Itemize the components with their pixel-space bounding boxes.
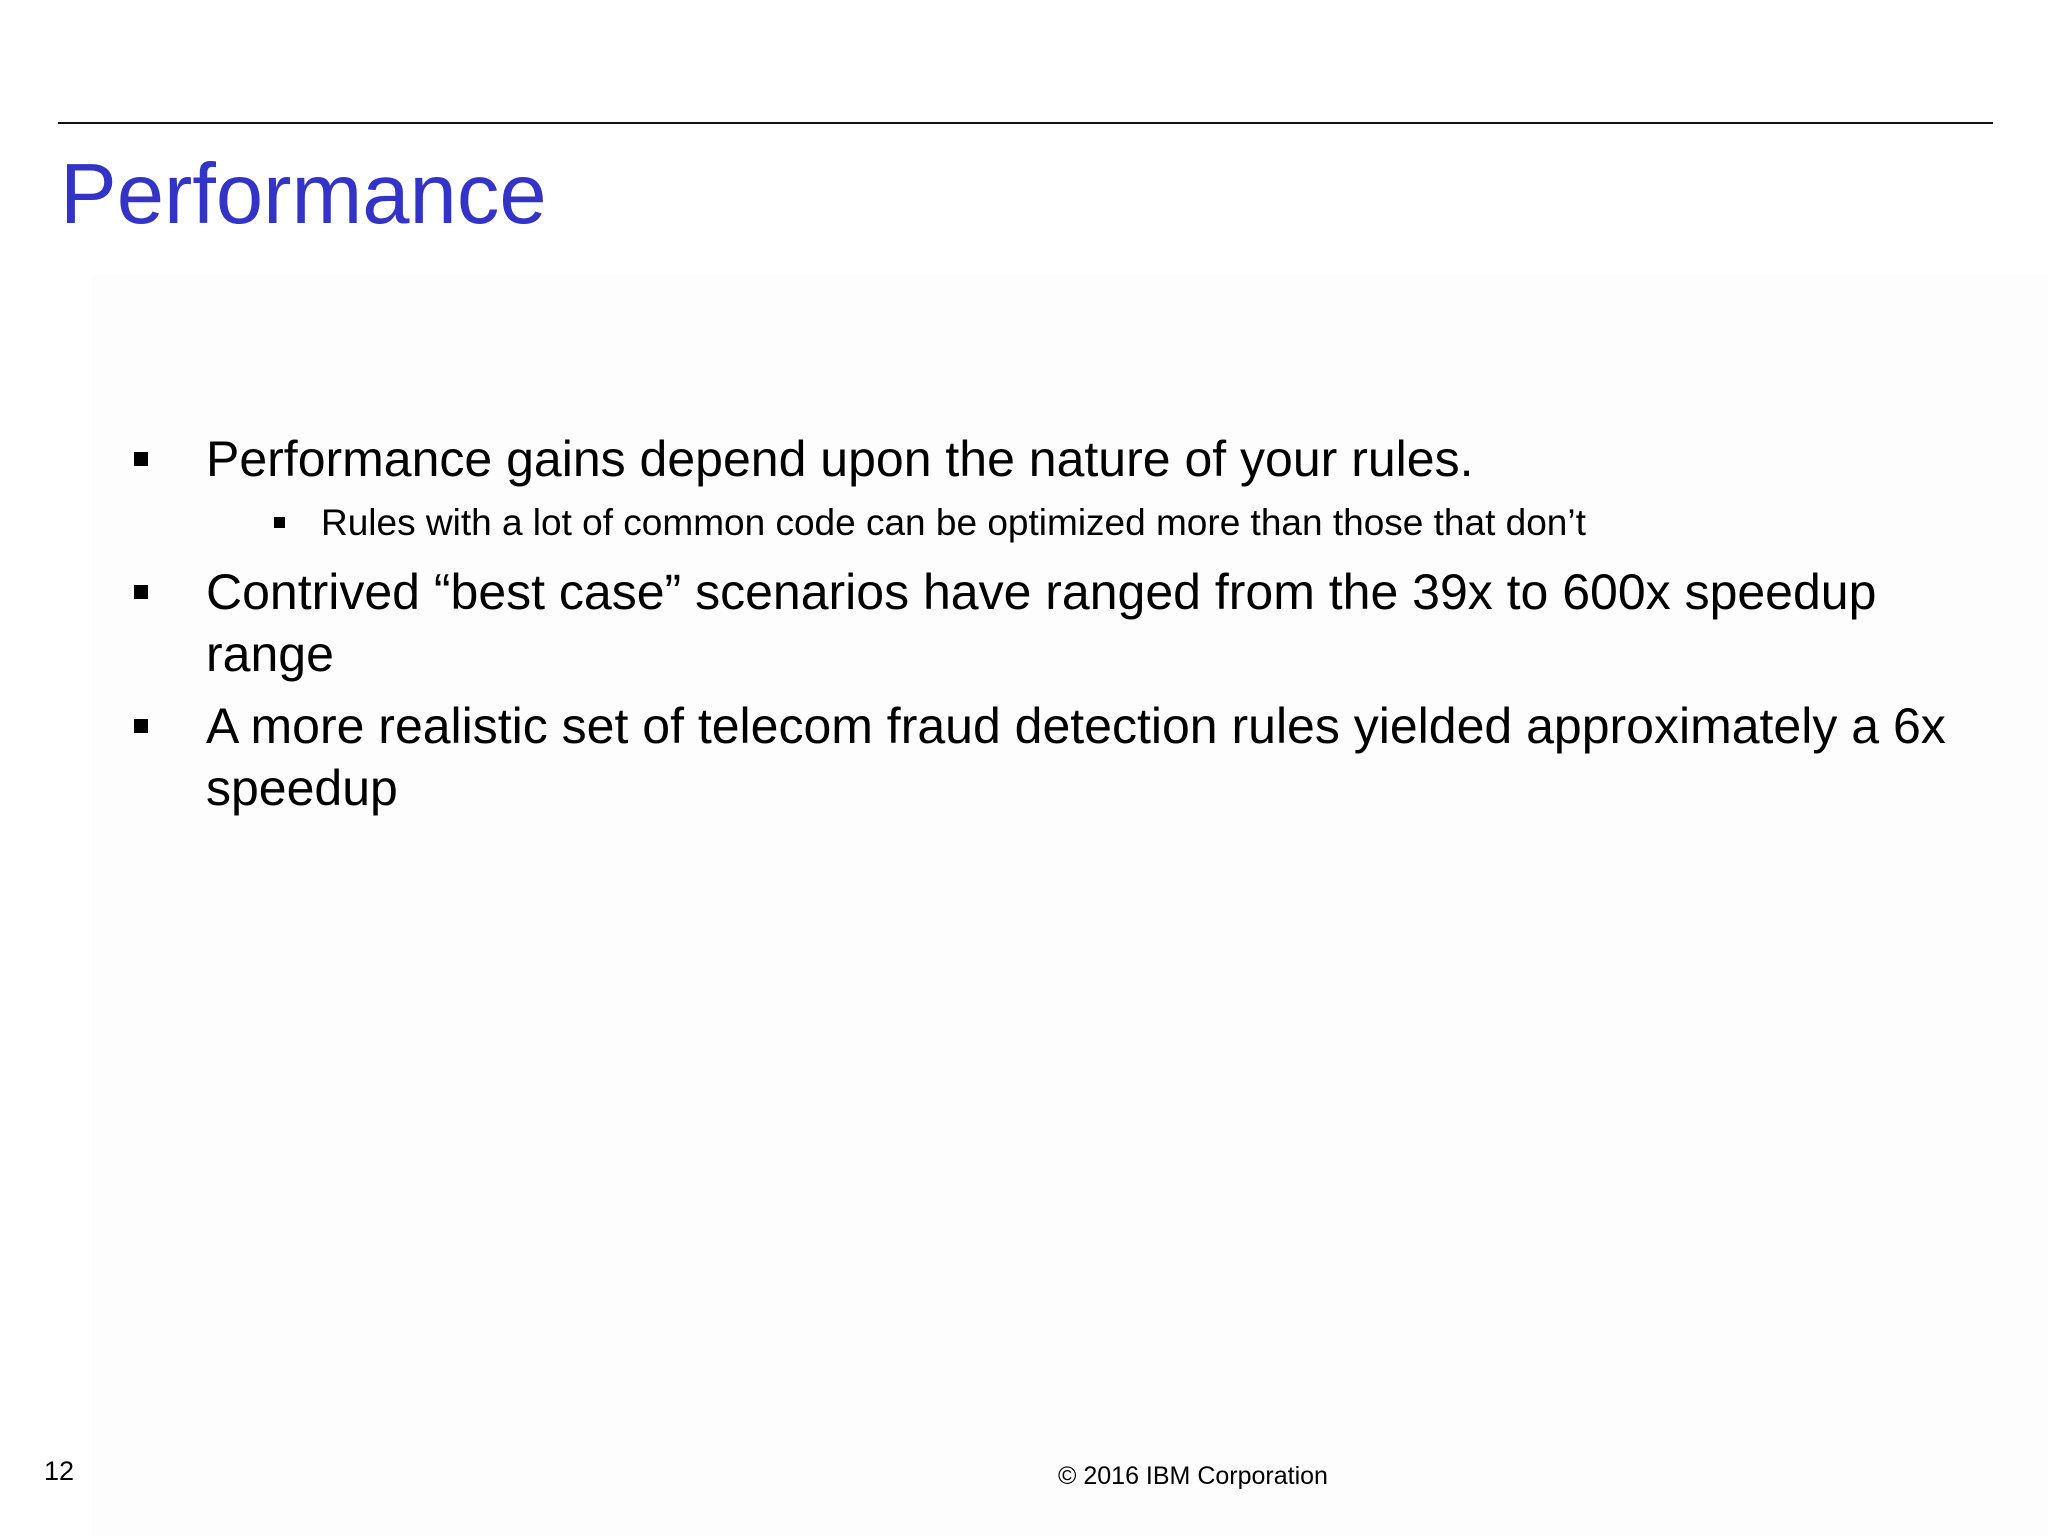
page-number: 12: [44, 1456, 75, 1486]
square-bullet-icon: [134, 585, 148, 599]
header-divider-line: [58, 122, 1993, 124]
slide-title: Performance: [60, 147, 547, 242]
bullet-text: A more realistic set of telecom fraud detection rules yielded approximately a 6x speedup: [206, 698, 1946, 816]
bullet-text: Contrived “best case” scenarios have ranged from the 39x to 600x speedup range: [206, 564, 1877, 682]
square-bullet-icon: [134, 452, 148, 466]
copyright-notice: © 2016 IBM Corporation: [1058, 1462, 1328, 1490]
square-bullet-icon: [134, 719, 148, 733]
square-bullet-icon: [274, 517, 285, 528]
bullet-text: Performance gains depend upon the nature of your rules.: [206, 431, 1474, 487]
bullet-text: Rules with a lot of common code can be optimized more than those that don’t: [321, 502, 1586, 543]
